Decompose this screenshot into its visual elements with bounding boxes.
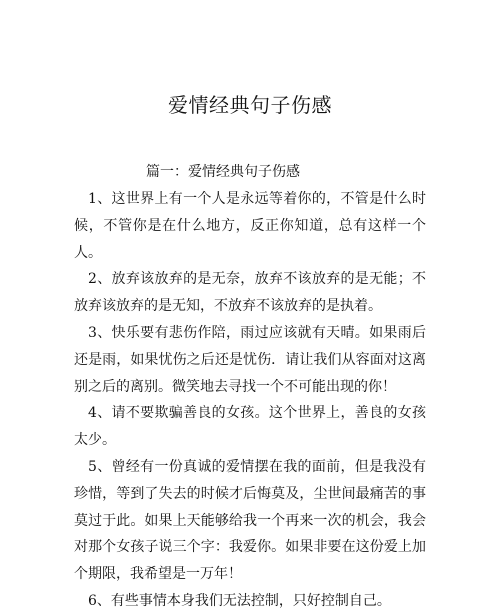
paragraph: 4、请不要欺骗善良的女孩。这个世界上，善良的女孩太少。 <box>74 405 426 449</box>
paragraph: 3、快乐要有悲伤作陪，雨过应该就有天晴。如果雨后还是雨，如果忧伤之后还是忧伤．请让我们从容面对这离别之后的离别。微笑地去寻找一个不可能出现的你！ <box>74 324 426 395</box>
paragraph: 6、有些事情本身我们无法控制，只好控制自己。 <box>88 592 391 609</box>
document-body <box>74 186 426 615</box>
paragraph: 5、曾经有一份真诚的爱情摆在我的面前，但是我没有珍惜，等到了失去的时候才后悔莫及，尘世间最痛苦的事莫过于此。如果上天能够给我一个再来一次的机会，我会对那个女孩子说三个字：我爱你。如果非要在这份爱上加个期限，我希望是一万年！ <box>74 458 426 583</box>
paragraph: 1、这世界上有一个人是永远等着你的，不管是什么时候，不管你是在什么地方，反正你知道，总有这样一个人。 <box>74 191 426 261</box>
document-title: 爱情经典句子伤感 <box>168 93 332 117</box>
section-heading: 篇一：爱情经典句子伤感 <box>146 164 300 180</box>
paragraph: 2、放弃该放弃的是无奈，放弃不该放弃的是无能；不放弃该放弃的是无知，不放弃不该放弃的是执着。 <box>74 271 426 315</box>
